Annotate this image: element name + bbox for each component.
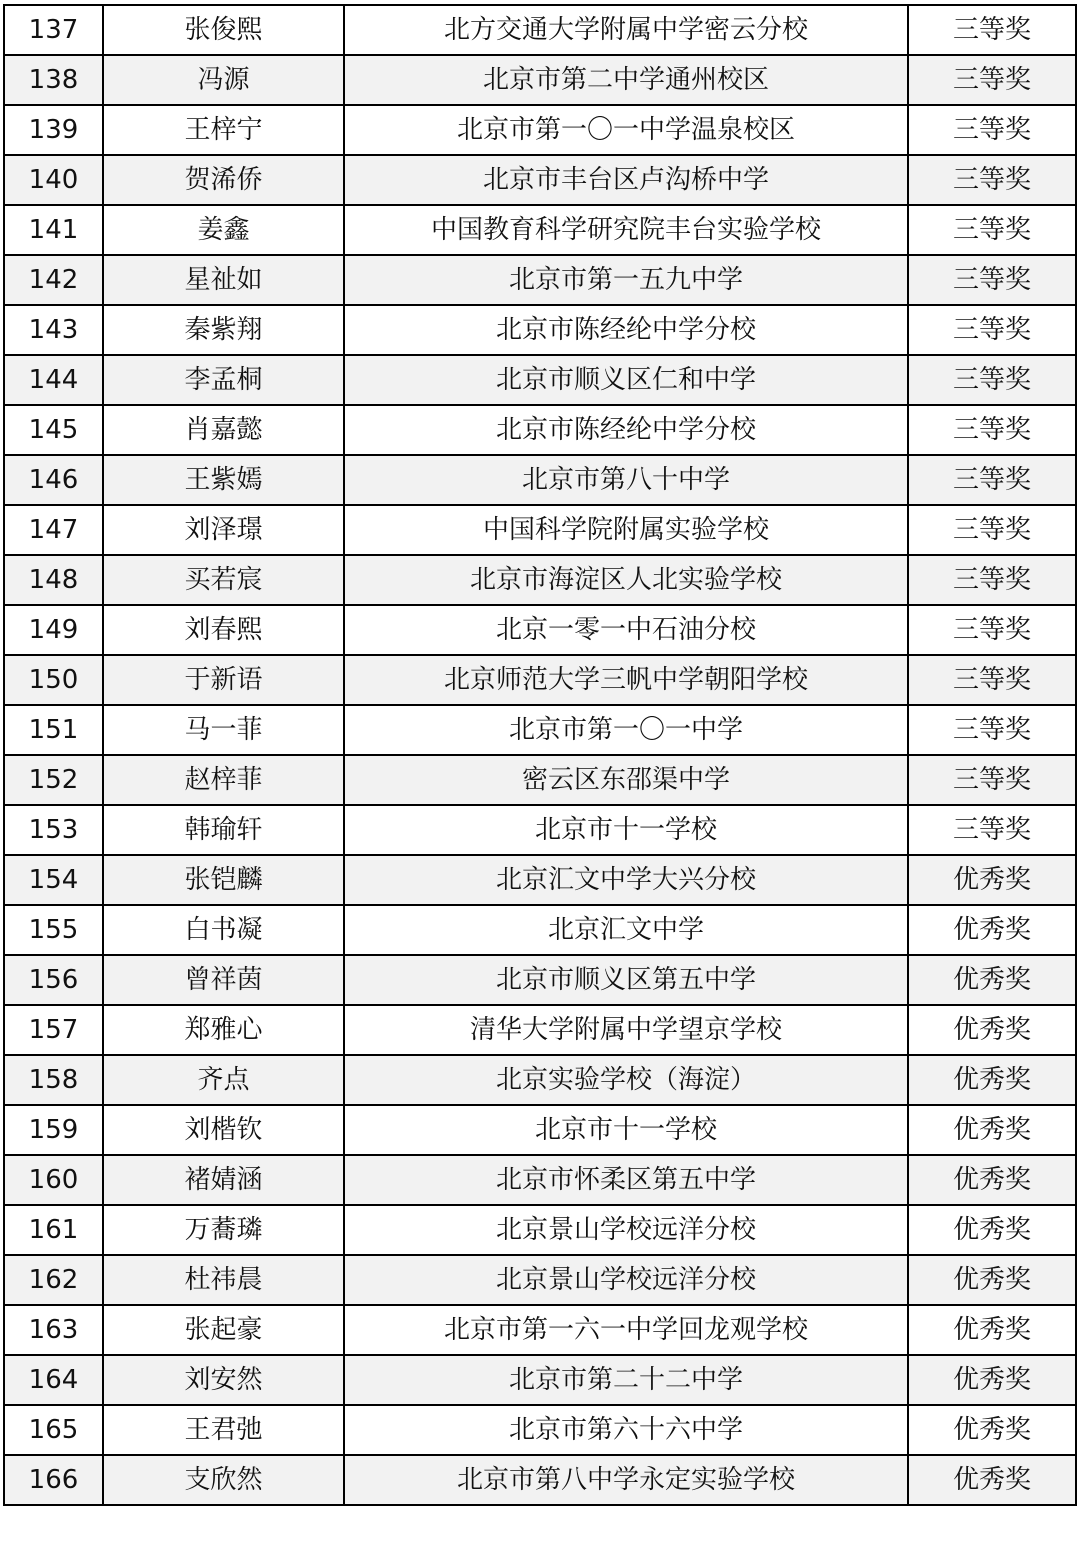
school-name-cell: 北京市第一〇一中学	[344, 705, 908, 755]
student-name-cell: 冯源	[103, 55, 344, 105]
student-name-cell: 支欣然	[103, 1455, 344, 1505]
table-row	[4, 405, 1076, 455]
award-level-cell: 优秀奖	[908, 1355, 1076, 1405]
row-number-cell: 164	[4, 1355, 103, 1405]
row-number-cell: 147	[4, 505, 103, 555]
row-number-cell: 143	[4, 305, 103, 355]
student-name-cell: 王紫嫣	[103, 455, 344, 505]
student-name-cell: 刘楷钦	[103, 1105, 344, 1155]
school-name-cell: 北京市十一学校	[344, 805, 908, 855]
award-level-cell: 三等奖	[908, 805, 1076, 855]
row-number-cell: 144	[4, 355, 103, 405]
table-row	[4, 1355, 1076, 1405]
school-name-cell: 北京汇文中学大兴分校	[344, 855, 908, 905]
school-name-cell: 北方交通大学附属中学密云分校	[344, 5, 908, 55]
student-name-cell: 肖嘉懿	[103, 405, 344, 455]
student-name-cell: 张起豪	[103, 1305, 344, 1355]
row-number-cell: 154	[4, 855, 103, 905]
student-name-cell: 刘泽璟	[103, 505, 344, 555]
award-level-cell: 优秀奖	[908, 1455, 1076, 1505]
award-level-cell: 三等奖	[908, 305, 1076, 355]
row-number-cell: 137	[4, 5, 103, 55]
student-name-cell: 张铠麟	[103, 855, 344, 905]
student-name-cell: 秦紫翔	[103, 305, 344, 355]
school-name-cell: 北京一零一中石油分校	[344, 605, 908, 655]
row-number-cell: 146	[4, 455, 103, 505]
school-name-cell: 北京市丰台区卢沟桥中学	[344, 155, 908, 205]
table-row	[4, 1055, 1076, 1105]
school-name-cell: 北京市陈经纶中学分校	[344, 405, 908, 455]
table-row	[4, 55, 1076, 105]
row-number-cell: 158	[4, 1055, 103, 1105]
table-row	[4, 155, 1076, 205]
table-row	[4, 655, 1076, 705]
student-name-cell: 姜鑫	[103, 205, 344, 255]
student-name-cell: 马一菲	[103, 705, 344, 755]
row-number-cell: 162	[4, 1255, 103, 1305]
school-name-cell: 北京市第二中学通州校区	[344, 55, 908, 105]
school-name-cell: 密云区东邵渠中学	[344, 755, 908, 805]
award-level-cell: 优秀奖	[908, 905, 1076, 955]
award-level-cell: 三等奖	[908, 755, 1076, 805]
school-name-cell: 北京市顺义区第五中学	[344, 955, 908, 1005]
school-name-cell: 北京市怀柔区第五中学	[344, 1155, 908, 1205]
student-name-cell: 刘春熙	[103, 605, 344, 655]
award-level-cell: 三等奖	[908, 255, 1076, 305]
row-number-cell: 149	[4, 605, 103, 655]
student-name-cell: 王梓宁	[103, 105, 344, 155]
row-number-cell: 141	[4, 205, 103, 255]
school-name-cell: 北京市第八中学永定实验学校	[344, 1455, 908, 1505]
award-level-cell: 三等奖	[908, 205, 1076, 255]
school-name-cell: 北京实验学校（海淀）	[344, 1055, 908, 1105]
row-number-cell: 152	[4, 755, 103, 805]
award-level-cell: 三等奖	[908, 705, 1076, 755]
row-number-cell: 157	[4, 1005, 103, 1055]
award-level-cell: 三等奖	[908, 405, 1076, 455]
table-row	[4, 105, 1076, 155]
student-name-cell: 刘安然	[103, 1355, 344, 1405]
award-level-cell: 三等奖	[908, 55, 1076, 105]
school-name-cell: 北京市海淀区人北实验学校	[344, 555, 908, 605]
student-name-cell: 赵梓菲	[103, 755, 344, 805]
student-name-cell: 李孟桐	[103, 355, 344, 405]
table-body	[4, 5, 1076, 1505]
row-number-cell: 150	[4, 655, 103, 705]
school-name-cell: 北京师范大学三帆中学朝阳学校	[344, 655, 908, 705]
row-number-cell: 159	[4, 1105, 103, 1155]
student-name-cell: 于新语	[103, 655, 344, 705]
school-name-cell: 北京市第六十六中学	[344, 1405, 908, 1455]
award-level-cell: 三等奖	[908, 605, 1076, 655]
row-number-cell: 145	[4, 405, 103, 455]
award-level-cell: 优秀奖	[908, 1155, 1076, 1205]
student-name-cell: 白书凝	[103, 905, 344, 955]
school-name-cell: 北京市第八十中学	[344, 455, 908, 505]
award-level-cell: 优秀奖	[908, 1405, 1076, 1455]
table-row	[4, 305, 1076, 355]
student-name-cell: 贺浠侨	[103, 155, 344, 205]
table-row	[4, 1205, 1076, 1255]
school-name-cell: 北京市第一六一中学回龙观学校	[344, 1305, 908, 1355]
table-row	[4, 1405, 1076, 1455]
student-name-cell: 张俊熙	[103, 5, 344, 55]
school-name-cell: 北京市顺义区仁和中学	[344, 355, 908, 405]
school-name-cell: 北京景山学校远洋分校	[344, 1205, 908, 1255]
school-name-cell: 北京市十一学校	[344, 1105, 908, 1155]
school-name-cell: 清华大学附属中学望京学校	[344, 1005, 908, 1055]
student-name-cell: 曾祥茵	[103, 955, 344, 1005]
award-level-cell: 三等奖	[908, 155, 1076, 205]
award-level-cell: 三等奖	[908, 455, 1076, 505]
school-name-cell: 北京市第一〇一中学温泉校区	[344, 105, 908, 155]
row-number-cell: 153	[4, 805, 103, 855]
student-name-cell: 星祉如	[103, 255, 344, 305]
row-number-cell: 160	[4, 1155, 103, 1205]
table-row	[4, 1005, 1076, 1055]
row-number-cell: 151	[4, 705, 103, 755]
student-name-cell: 王君弛	[103, 1405, 344, 1455]
school-name-cell: 北京景山学校远洋分校	[344, 1255, 908, 1305]
award-level-cell: 优秀奖	[908, 1005, 1076, 1055]
award-level-cell: 优秀奖	[908, 1205, 1076, 1255]
award-level-cell: 优秀奖	[908, 955, 1076, 1005]
row-number-cell: 139	[4, 105, 103, 155]
table-row	[4, 605, 1076, 655]
table-row	[4, 505, 1076, 555]
table-row	[4, 1105, 1076, 1155]
student-name-cell: 万蕎璘	[103, 1205, 344, 1255]
award-level-cell: 三等奖	[908, 505, 1076, 555]
student-name-cell: 杜祎晨	[103, 1255, 344, 1305]
award-level-cell: 优秀奖	[908, 1255, 1076, 1305]
table-row	[4, 755, 1076, 805]
table-row	[4, 1255, 1076, 1305]
row-number-cell: 142	[4, 255, 103, 305]
table-row	[4, 805, 1076, 855]
table-row	[4, 705, 1076, 755]
table-row	[4, 905, 1076, 955]
table-row	[4, 355, 1076, 405]
student-name-cell: 齐点	[103, 1055, 344, 1105]
row-number-cell: 165	[4, 1405, 103, 1455]
award-level-cell: 优秀奖	[908, 855, 1076, 905]
school-name-cell: 北京市第二十二中学	[344, 1355, 908, 1405]
row-number-cell: 138	[4, 55, 103, 105]
school-name-cell: 中国教育科学研究院丰台实验学校	[344, 205, 908, 255]
row-number-cell: 166	[4, 1455, 103, 1505]
award-level-cell: 优秀奖	[908, 1055, 1076, 1105]
school-name-cell: 北京市陈经纶中学分校	[344, 305, 908, 355]
student-name-cell: 韩瑜轩	[103, 805, 344, 855]
table-row	[4, 1305, 1076, 1355]
award-level-cell: 三等奖	[908, 555, 1076, 605]
school-name-cell: 北京市第一五九中学	[344, 255, 908, 305]
table-row	[4, 5, 1076, 55]
award-level-cell: 优秀奖	[908, 1105, 1076, 1155]
award-level-cell: 三等奖	[908, 5, 1076, 55]
row-number-cell: 155	[4, 905, 103, 955]
awards-table	[3, 4, 1077, 1506]
table-row	[4, 255, 1076, 305]
table-row	[4, 455, 1076, 505]
student-name-cell: 褚婧涵	[103, 1155, 344, 1205]
table-row	[4, 555, 1076, 605]
row-number-cell: 140	[4, 155, 103, 205]
table-row	[4, 205, 1076, 255]
award-level-cell: 三等奖	[908, 355, 1076, 405]
award-level-cell: 三等奖	[908, 655, 1076, 705]
award-level-cell: 优秀奖	[908, 1305, 1076, 1355]
table-row	[4, 1155, 1076, 1205]
school-name-cell: 中国科学院附属实验学校	[344, 505, 908, 555]
table-row	[4, 855, 1076, 905]
table-row	[4, 1455, 1076, 1505]
award-level-cell: 三等奖	[908, 105, 1076, 155]
row-number-cell: 148	[4, 555, 103, 605]
row-number-cell: 161	[4, 1205, 103, 1255]
row-number-cell: 156	[4, 955, 103, 1005]
table-row	[4, 955, 1076, 1005]
student-name-cell: 郑雅心	[103, 1005, 344, 1055]
school-name-cell: 北京汇文中学	[344, 905, 908, 955]
row-number-cell: 163	[4, 1305, 103, 1355]
student-name-cell: 买若宸	[103, 555, 344, 605]
